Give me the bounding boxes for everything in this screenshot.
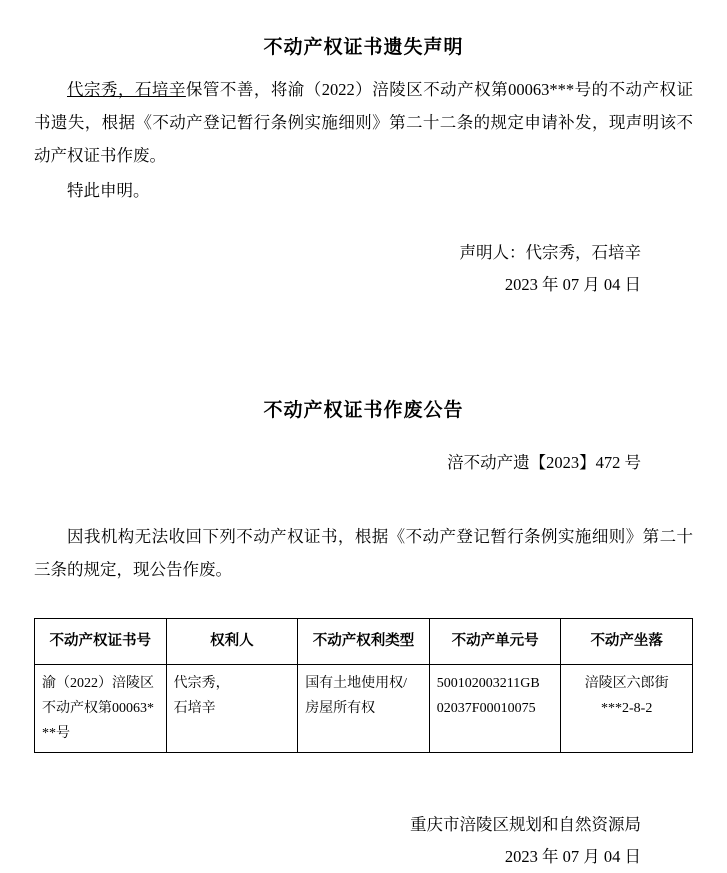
cell-cert-no-line2: 不动产权第00063* bbox=[42, 701, 154, 716]
section1-body-underlined-names: 代宗秀，石培辛 bbox=[67, 80, 186, 99]
cell-unit-no bbox=[429, 665, 561, 753]
cell-unit-no-line1: 500102003211GB bbox=[436, 676, 540, 691]
cell-location: 涪陵区六郎街***2-8-2 bbox=[561, 665, 693, 753]
cell-right-type-line1: 国有土地使用权/ bbox=[305, 676, 408, 691]
issuer-date: 2023 年 07 月 04 日 bbox=[504, 847, 641, 866]
table-row bbox=[35, 665, 693, 753]
col-header-cert-no: 不动产权证书号 bbox=[35, 619, 167, 665]
certificate-table bbox=[34, 618, 693, 753]
issuer-name: 重庆市涪陵区规划和自然资源局 bbox=[410, 815, 641, 834]
table-header-row bbox=[35, 619, 693, 665]
col-header-right-type: 不动产权利类型 bbox=[298, 619, 430, 665]
section1-body-rest: 保管不善，将渝（2022）涪陵区不动产权第00063***号的不动产权证书遗失，根据《不动产登记暂行条例实施细则》第二十二条的规定申请补发，现声明该不动产权证书作废。 bbox=[34, 80, 693, 165]
spacer-after-closing bbox=[34, 207, 693, 237]
section2-title: 不动产权证书作废公告 bbox=[263, 400, 464, 421]
col-header-unit-no: 不动产单元号 bbox=[429, 619, 561, 665]
cell-owner-line1: 代宗秀， bbox=[173, 676, 230, 691]
col-header-location: 不动产坐落 bbox=[561, 619, 693, 665]
cell-right-type-line2: 房屋所有权 bbox=[305, 701, 376, 716]
spacer-before-docnum bbox=[34, 422, 693, 448]
section1-signer: 声明人：代宗秀，石培辛 bbox=[459, 243, 641, 262]
section1-body bbox=[34, 59, 693, 172]
table-body bbox=[35, 665, 693, 753]
cell-cert-no bbox=[35, 665, 167, 753]
spacer-before-body bbox=[34, 478, 693, 506]
section1-title: 不动产权证书遗失声明 bbox=[263, 37, 464, 58]
section2-body: 因我机构无法收回下列不动产权证书，根据《不动产登记暂行条例实施细则》第二十三条的规定，现公告作废。 bbox=[34, 527, 693, 579]
table-head bbox=[35, 619, 693, 665]
section-gap bbox=[34, 301, 693, 363]
section2-doc-number: 涪不动产遗【2023】472 号 bbox=[447, 453, 641, 472]
cell-cert-no-line1: 渝（2022）涪陵区 bbox=[42, 676, 154, 691]
cell-right-type bbox=[298, 665, 430, 753]
document-footer bbox=[34, 753, 693, 873]
cell-cert-no-line3: **号 bbox=[42, 726, 70, 741]
section1-date: 2023 年 07 月 04 日 bbox=[504, 275, 641, 294]
cell-unit-no-line2: 02037F00010075 bbox=[436, 701, 536, 716]
cell-owner bbox=[166, 665, 298, 753]
section1-closing: 特此申明。 bbox=[67, 181, 150, 200]
spacer-before-table bbox=[34, 586, 693, 612]
col-header-owner: 权利人 bbox=[166, 619, 298, 665]
cell-owner-line2: 石培辛 bbox=[173, 701, 216, 716]
